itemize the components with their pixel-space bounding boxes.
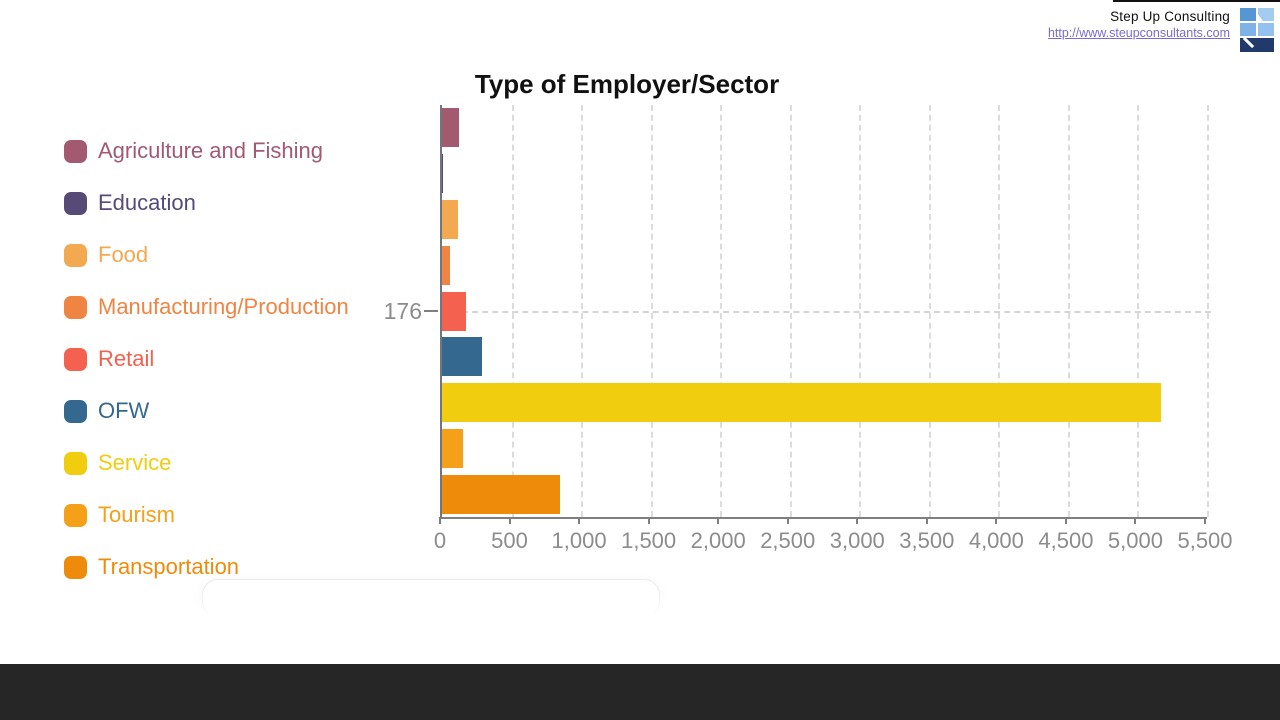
legend-item-agriculture-and-fishing[interactable] [64,139,349,163]
x-axis-tick [509,517,511,524]
logo-square-icon [1258,8,1274,21]
bar-agriculture-and-fishing[interactable] [442,108,459,147]
legend-item-food[interactable] [64,243,349,267]
x-axis-tick-label: 4,500 [1038,528,1094,553]
legend-swatch-icon [64,348,87,371]
legend-label: Food [98,242,149,267]
bottom-card-fade [194,591,668,627]
legend-item-tourism[interactable] [64,503,349,527]
bar-manufacturing-production[interactable] [442,246,450,285]
x-axis-tick [1134,517,1136,524]
legend-item-transportation[interactable] [64,555,349,579]
x-axis-tick-label: 1,000 [551,528,607,553]
x-axis-tick [926,517,928,524]
x-axis-tick-label: 3,500 [899,528,955,553]
bar-tourism[interactable] [442,429,463,468]
company-logo-icon [1240,8,1276,52]
x-axis-tick-label: 3,000 [829,528,885,553]
legend-item-manufacturing-production[interactable] [64,295,349,319]
logo-square-icon [1258,23,1274,36]
x-axis [433,517,1233,567]
bar-ofw[interactable] [442,337,482,376]
legend-label: Manufacturing/Production [98,294,349,319]
logo-bar-icon [1240,38,1274,52]
legend-item-ofw[interactable] [64,399,349,423]
x-axis-tick [439,517,441,524]
x-axis-tick-label: 4,000 [968,528,1024,553]
logo-square-icon [1240,8,1256,21]
company-name: Step Up Consulting [1110,9,1230,24]
legend-label: Education [98,190,196,215]
legend-swatch-icon [64,556,87,579]
bar-food[interactable] [442,200,458,239]
bar-transportation[interactable] [442,475,560,514]
y-axis-annotation-label: 176 [383,298,422,324]
x-axis-tick-label: 2,500 [760,528,816,553]
legend-label: OFW [98,398,150,423]
legend-item-retail[interactable] [64,347,349,371]
bar-retail[interactable] [442,292,466,331]
x-axis-tick [787,517,789,524]
footer-bar [0,664,1280,720]
x-axis-tick-label: 5,500 [1177,528,1233,553]
legend-label: Agriculture and Fishing [98,138,324,163]
website-link[interactable]: http://www.steupconsultants.com [1047,26,1230,40]
legend-item-education[interactable] [64,191,349,215]
x-axis-tick-label: 0 [433,528,447,553]
x-axis-tick [856,517,858,524]
bar-service[interactable] [442,383,1161,422]
legend-item-service[interactable] [64,451,349,475]
x-axis-tick-label: 1,500 [621,528,677,553]
legend-swatch-icon [64,400,87,423]
legend-swatch-icon [64,140,87,163]
x-axis-tick [648,517,650,524]
x-axis-tick-label: 5,000 [1107,528,1163,553]
legend-swatch-icon [64,296,87,319]
legend-label: Transportation [98,554,240,579]
logo-square-icon [1240,23,1256,36]
x-axis-tick [995,517,997,524]
legend-label: Retail [98,346,155,371]
x-axis-tick [1204,517,1206,524]
legend-swatch-icon [64,244,87,267]
x-axis-tick [1065,517,1067,524]
top-border-strip [1113,0,1280,2]
x-axis-tick [578,517,580,524]
annotation-gridline [442,311,1211,313]
y-axis-annotation-tick [424,310,438,312]
chart-title: Type of Employer/Sector [474,69,780,99]
chart-legend [64,139,349,579]
legend-label: Service [98,450,172,475]
legend-swatch-icon [64,452,87,475]
plot-area [440,105,1207,519]
legend-label: Tourism [98,502,176,527]
x-axis-tick [717,517,719,524]
x-axis-tick-label: 2,000 [690,528,746,553]
x-axis-tick-label: 500 [491,528,528,553]
legend-swatch-icon [64,192,87,215]
legend-swatch-icon [64,504,87,527]
